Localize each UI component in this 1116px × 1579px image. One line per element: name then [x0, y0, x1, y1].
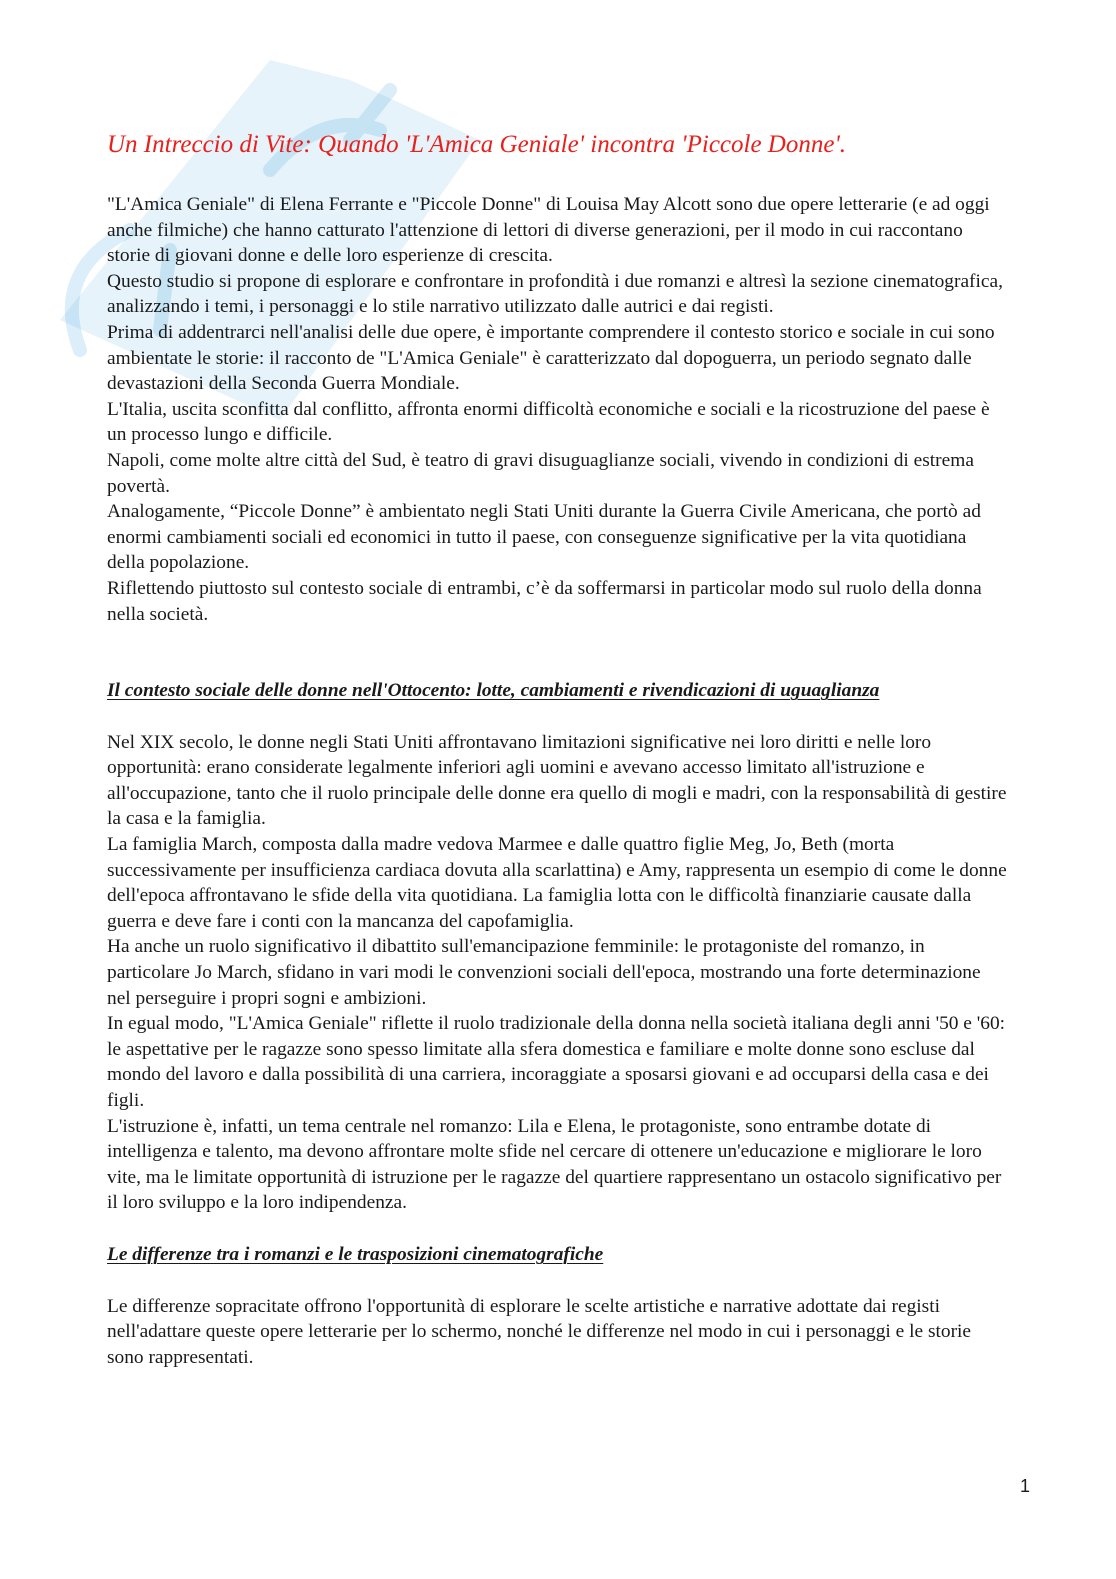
intro-paragraph: "L'Amica Geniale" di Elena Ferrante e "Piccole Donne" di Louisa May Alcott sono due opere letterarie (e ad oggi anche filmiche) che hanno catturato l'attenzione di lettori di diverse generazioni, per il modo in cui raccontano storie di giovani donne e delle loro esperienze di crescita.: [107, 194, 990, 267]
intro-paragraph: L'Italia, uscita sconfitta dal conflitto, affronta enormi difficoltà economiche e sociali e la ricostruzione del paese è un processo lungo e difficile.: [107, 398, 990, 446]
intro-paragraph: Analogamente, “Piccole Donne” è ambientato negli Stati Uniti durante la Guerra Civile Americana, che portò ad enormi cambiamenti sociali ed economici in tutto il paese, con conseguenze significative per la vita quotidiana della popolazione.: [107, 501, 981, 574]
intro-paragraph: Questo studio si propone di esplorare e confrontare in profondità i due romanzi e altresì la sezione cinematografica, analizzando i temi, i personaggi e lo stile narrativo utilizzato dalle autrici e dai registi.: [107, 270, 1003, 318]
section-paragraph: Ha anche un ruolo significativo il dibattito sull'emancipazione femminile: le protagoniste del romanzo, in particolare Jo March, sfidano in vari modi le convenzioni sociali dell'epoca, mostrando una forte determinazione nel perseguire i propri sogni e ambizioni.: [107, 936, 981, 1009]
section-paragraph: In egual modo, "L'Amica Geniale" riflette il ruolo tradizionale della donna nella società italiana degli anni '50 e '60: le aspettative per le ragazze sono spesso limitate alla sfera domestica e familiare e molte donne sono escluse dal mondo del lavoro e dalla possibilità di una carriera, incoraggiate a sposarsi giovani e ad occuparsi della casa e dei figli.: [107, 1013, 1006, 1111]
page-number: 1: [1019, 1476, 1030, 1496]
section-paragraph: L'istruzione è, infatti, un tema centrale nel romanzo: Lila e Elena, le protagoniste, sono entrambe dotate di intelligenza e talento, ma devono affrontare molte sfide nel cercare di ottenere un'educazione e migliorare le loro vite, ma le limitate opportunità di istruzione per le ragazze del quartiere rappresentano un ostacolo significativo per il loro sviluppo e la loro indipendenza.: [107, 1115, 1002, 1214]
section-paragraph: La famiglia March, composta dalla madre vedova Marmee e dalle quattro figlie Meg, Jo, Beth (morta successivamente per insufficienza cardiaca dovuta alla scarlattina) e Amy, rappresenta un esempio di come le donne dell'epoca affrontavano le sfide della vita quotidiana. La famiglia lotta con le difficoltà finanziarie causate dalla guerra e deve fare i conti con la mancanza del capofamiglia.: [107, 834, 1007, 932]
intro-paragraph: Riflettendo piuttosto sul contesto sociale di entrambi, c’è da soffermarsi in particolar modo sul ruolo della donna nella società.: [107, 577, 982, 625]
section-paragraph: Le differenze sopracitate offrono l'opportunità di esplorare le scelte artistiche e narrative adottate dai registi nell'adattare queste opere letterarie per lo schermo, nonché le differenze nel modo in cui i personaggi e le storie sono rappresentati.: [107, 1295, 972, 1368]
intro-paragraph: Prima di addentrarci nell'analisi delle due opere, è importante comprendere il contesto storico e sociale in cui sono ambientate le storie: il racconto de "L'Amica Geniale" è caratterizzato dal dopoguerra, un periodo segnato dalle devastazioni della Seconda Guerra Mondiale.: [107, 321, 995, 395]
document-title: Un Intreccio di Vite: Quando 'L'Amica Geniale' incontra 'Piccole Donne'.: [107, 131, 847, 158]
section-heading: Il contesto sociale delle donne nell'Ottocento: lotte, cambiamenti e rivendicazioni di uguaglianza: [107, 680, 880, 702]
section-heading: Le differenze tra i romanzi e le trasposizioni cinematografiche: [107, 1243, 604, 1265]
document-body: [107, 128, 1007, 1370]
intro-paragraph: Napoli, come molte altre città del Sud, è teatro di gravi disuguaglianze sociali, vivendo in condizioni di estrema povertà.: [107, 449, 974, 497]
section-paragraph: Nel XIX secolo, le donne negli Stati Uniti affrontavano limitazioni significative nei loro diritti e nelle loro opportunità: erano considerate legalmente inferiori agli uomini e avevano accesso limitato all'istruzione e all'occupazione, tanto che il ruolo principale delle donne era quello di mogli e madri, con la responsabilità di gestire la casa e la famiglia.: [107, 731, 1007, 830]
